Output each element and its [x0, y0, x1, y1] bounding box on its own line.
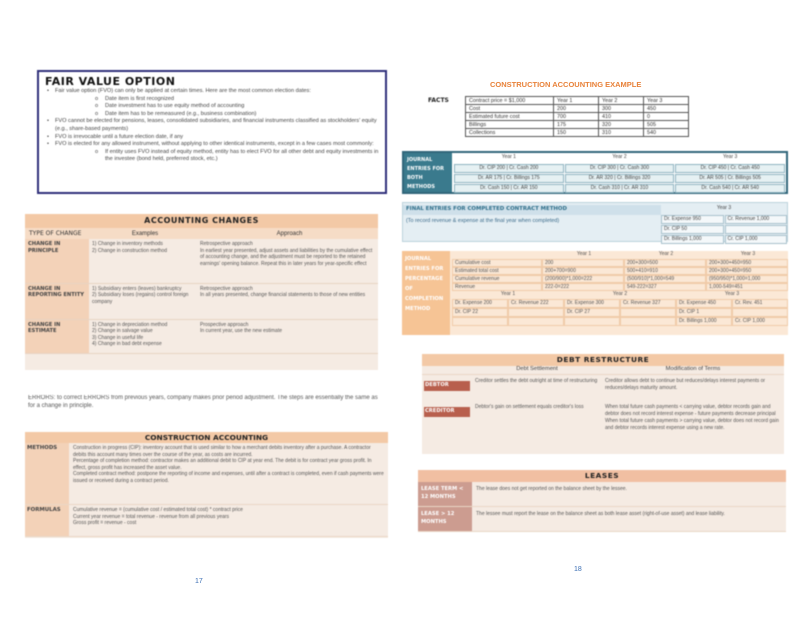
table-row: [452, 259, 788, 267]
cell: 222-0=222: [542, 283, 624, 291]
year-header: Year 2: [612, 291, 628, 297]
je-grid: [454, 154, 785, 191]
cell: (950/950)*1,000=1,000: [706, 275, 788, 283]
cell: [508, 317, 564, 326]
je-cell: Dr. Cash 540 | Cr. AR 540: [675, 184, 785, 193]
change-examples: 1) Change in depreciation method 2) Change in salvage value 3) Change in useful life 4) Change in bad debt expense: [89, 319, 197, 353]
fe-cell: Cr. Revenue 1,000: [725, 215, 788, 224]
cell: Estimated total cost: [452, 267, 542, 275]
list-item: o Date item is first recognized: [45, 96, 379, 104]
cell: 175: [554, 121, 599, 129]
journal-entries-section: [402, 151, 788, 194]
change-type: CHANGE IN PRINCIPLE: [25, 239, 89, 283]
cell: (500/910)*1,000=549: [624, 275, 706, 283]
fair-value-section: [37, 70, 387, 194]
table-row: [452, 299, 788, 308]
row-label: FORMULAS: [25, 505, 69, 536]
fair-value-title: FAIR VALUE OPTION: [45, 75, 176, 88]
cell: [620, 317, 676, 326]
table-row: [25, 505, 388, 537]
table-row: [422, 401, 784, 453]
year-header: Year 1: [576, 251, 592, 257]
change-approach: Retrospective approach In earliest year presented, adjust assets and liabilities by the cumulative effect of accounting change, and the adjustment must be reported to the retained earnings' opening balance. Repeat this in later years for year-specific effect: [197, 239, 378, 283]
table-row: [418, 507, 786, 532]
year-header: Year 3: [716, 205, 732, 211]
cell: 410: [599, 113, 644, 121]
table-row: [466, 129, 689, 137]
year-header: Year 1: [501, 154, 516, 160]
cell: Cr. Revenue 327: [620, 299, 676, 308]
row-label: DEBTOR: [424, 381, 470, 391]
accounting-changes-title: ACCOUNTING CHANGES: [25, 214, 378, 228]
table-row: [25, 283, 378, 319]
facts-label: FACTS: [428, 97, 449, 104]
je-cell: Dr. Cash 150 | Cr. AR 150: [454, 184, 564, 193]
column-header: Debt Settlement: [516, 366, 558, 372]
column-header: TYPE OF CHANGE: [25, 228, 89, 239]
change-examples: 1) Subsidiary enters (leaves) bankruptcy 2) Subsidiary loses (regains) control foreign company: [89, 283, 197, 319]
je-cell: Dr. AR 505 | Cr. Billings 505: [675, 174, 785, 183]
cell: Cr. CIP 1,000: [732, 317, 788, 326]
list-item: o Date item has to be remeasured (e.g., business combination): [45, 111, 379, 119]
cell: Revenue: [452, 283, 542, 291]
final-entries-section: [402, 202, 788, 242]
pc-label: JOURNAL ENTRIES FOR PERCENTAGE OF COMPLETION METHOD: [402, 251, 450, 335]
final-entries-subtitle: (To record revenue & expense at the final year when completed): [406, 218, 560, 224]
cell: Year 2: [599, 97, 644, 105]
table-row: [466, 113, 689, 121]
debt-headers: [422, 366, 784, 375]
fe-cell: Cr. CIP 1,000: [725, 235, 788, 244]
change-approach: Retrospective approach In all years presented, change financial statements to those of new entities: [197, 283, 378, 319]
row-text: Construction in progress (CIP): inventory account that is used similar to how a merchant debits inventory after a purchase. A contractor debits this account many times over the course of the year, as costs are incurred. Percentage of completion method: contractor makes an additional debit to CIP at year end. The debit is for contract year gross profit. In effect, gross profit has increased the asset value. Completed contract method: postpone the reporting of income and expenses, until after a contract is completed, even if cash payments were issued or received during a contract period.: [73, 445, 384, 484]
table-row: [25, 443, 388, 505]
cell: Cumulative revenue: [452, 275, 542, 283]
table-row: [452, 317, 788, 326]
construction-accounting-title: CONSTRUCTION ACCOUNTING: [25, 432, 388, 443]
je-cell: Dr. AR 175 | Cr. Billings 175: [454, 174, 564, 183]
cell: Dr. CIP 1: [676, 308, 732, 317]
row-text: Creditor allows debt to continue but reduces/delays interest payments or reduces/delays maturity amount.: [605, 378, 766, 391]
cell: 1,000-549=451: [706, 283, 788, 291]
table-row: [466, 121, 689, 129]
row-text: Creditor settles the debt outright at time of restructuring: [475, 378, 598, 384]
cell: [508, 308, 564, 317]
row-label: LEASE > 12 MONTHS: [418, 507, 472, 531]
je-label: JOURNAL ENTRIES FOR BOTH METHODS: [404, 153, 452, 192]
list-item: o Date investment has to use equity method of accounting: [45, 103, 379, 111]
row-label: METHODS: [25, 443, 69, 504]
table-row: [25, 239, 378, 283]
cell: Dr. CIP 22: [452, 308, 508, 317]
cell: Dr. Expense 450: [676, 299, 732, 308]
cell: Cumulative cost: [452, 259, 542, 267]
cell: Dr. Expense 200: [452, 299, 508, 308]
je-cell: Dr. CIP 200 | Cr. Cash 200: [454, 164, 564, 173]
cell: Cost: [466, 105, 554, 113]
cell: 200+700=900: [542, 267, 624, 275]
cell: 150: [554, 129, 599, 137]
table-row: [452, 291, 788, 299]
cell: 0: [644, 113, 689, 121]
cell: [452, 317, 508, 326]
table-row: [452, 283, 788, 291]
cell: Year 1: [554, 97, 599, 105]
percentage-completion-section: [402, 251, 788, 335]
table-row: [452, 275, 788, 283]
je-cell: Dr. AR 320 | Cr. Billings 320: [565, 174, 675, 183]
row-text: The lessee must report the lease on the balance sheet as both lease asset (right-of-use asset) and lease liability.: [476, 511, 725, 517]
final-entries-grid: [661, 205, 787, 244]
cell: 549-222=327: [624, 283, 706, 291]
cell: Dr. CIP 27: [564, 308, 620, 317]
cell: Estimated future cost: [466, 113, 554, 121]
fe-cell: Dr. Expense 950: [661, 215, 724, 224]
year-header: Year 3: [723, 154, 738, 160]
table-row: [25, 319, 378, 353]
je-cell: Dr. CIP 300 | Cr. Cash 300: [565, 164, 675, 173]
row-text: Debtor's gain on settlement equals creditor's loss: [475, 404, 584, 410]
year-header: Year 1: [500, 291, 516, 297]
debt-restructure-title: DEBT RESTRUCTURE: [422, 354, 784, 366]
year-header: Year 2: [658, 251, 674, 257]
cell: 200: [542, 259, 624, 267]
row-label: LEASE TERM < 12 MONTHS: [418, 482, 472, 506]
cell: 200+300+450=950: [706, 259, 788, 267]
list-item: o If entity uses FVO instead of equity method, entity has to elect FVO for all other debt and equity investments in the investee (bond held, preferred stock, etc.): [45, 149, 379, 164]
table-row: [418, 482, 786, 507]
cell: Cr. Revenue 222: [508, 299, 564, 308]
spacer: [422, 366, 472, 374]
cell: 200+300=500: [624, 259, 706, 267]
change-approach: Prospective approach In current year, use the new estimate: [197, 319, 378, 353]
change-type: CHANGE IN ESTIMATE: [25, 319, 89, 353]
cell: (200/900)*1,000=222: [542, 275, 624, 283]
list-item: • FVO cannot be elected for pensions, leases, consolidated subsidiaries, and financial instruments classified as stockholders' equity (e.g., share-based payments): [45, 118, 379, 133]
cell: 320: [599, 121, 644, 129]
cell: [732, 308, 788, 317]
table-row: [466, 105, 689, 113]
cell: [564, 317, 620, 326]
cell: Dr. Expense 300: [564, 299, 620, 308]
cell: 505: [644, 121, 689, 129]
je-cell: Dr. Cash 310 | Cr. AR 310: [565, 184, 675, 193]
year-header: Year 3: [740, 251, 756, 257]
row-label: CREDITOR: [424, 407, 470, 417]
cell: Dr. Billings 1,000: [676, 317, 732, 326]
fe-cell: Dr. CIP 50: [661, 225, 724, 234]
cell: Billings: [466, 121, 554, 129]
table-row: [452, 267, 788, 275]
page-number-right: 18: [574, 566, 582, 573]
list-item: • Fair value option (FVO) can only be applied at certain times. Here are the most common election dates:: [45, 88, 379, 96]
fe-cell: Dr. Billings 1,000: [661, 235, 724, 244]
column-header: Examples: [89, 228, 197, 239]
cell: 700: [554, 113, 599, 121]
row-text: Cumulative revenue = (cumulative cost / estimated total cost) * contract price Current year revenue = total revenue - revenue from all previous years Gross profit = revenue - cost: [73, 507, 243, 527]
cell: 300: [599, 105, 644, 113]
table-row: [422, 375, 784, 401]
year-header: Year 2: [612, 154, 627, 160]
list-item: • FVO is elected for any allowed instrument, without applying to other identical instruments, except in a few cases most commonly:: [45, 141, 379, 149]
cell: [452, 251, 542, 259]
row-text: The lease does not get reported on the balance sheet by the lessee.: [476, 486, 627, 492]
fair-value-list: [45, 88, 379, 164]
cell: 500+410=910: [624, 267, 706, 275]
cell: 200+300+450=950: [706, 267, 788, 275]
cell: [620, 308, 676, 317]
cell: 310: [599, 129, 644, 137]
errors-note: ERRORS: to correct ERRORS from previous years, company makes prior period adjustment. The steps are essentially the same as for a change in principle.: [28, 395, 378, 409]
cell: Collections: [466, 129, 554, 137]
table-row: [452, 251, 788, 259]
year-header: Year 3: [724, 291, 740, 297]
cell: Cr. Rev. 451: [732, 299, 788, 308]
fe-cell: [725, 225, 788, 234]
table-row: [452, 308, 788, 317]
column-header: Modification of Terms: [665, 366, 721, 372]
je-cell: Dr. CIP 450 | Cr. Cash 450: [675, 164, 785, 173]
cell: 450: [644, 105, 689, 113]
cell: Year 3: [644, 97, 689, 105]
row-text: When total future cash payments < carrying value, debtor records gain and debtor does not record interest expense - future payments decrease principal When total future cash payments > carrying value, debtor does not record gain and debtor records interest expense using a new rate.: [605, 404, 779, 431]
accounting-changes-table: [25, 228, 378, 354]
pc-grid: [452, 251, 788, 326]
cell: 200: [554, 105, 599, 113]
construction-accounting-section: [25, 432, 388, 538]
example-title: CONSTRUCTION ACCOUNTING EXAMPLE: [490, 80, 642, 89]
change-examples: 1) Change in inventory methods 2) Change in construction method: [89, 239, 197, 283]
leases-title: LEASES: [418, 470, 786, 482]
accounting-changes-section: [25, 214, 378, 370]
list-item: • FVO is irrevocable until a future election date, if any: [45, 134, 379, 142]
table-row: [466, 97, 689, 105]
change-type: CHANGE IN REPORTING ENTITY: [25, 283, 89, 319]
cell: Contract price = $1,000: [466, 97, 554, 105]
cell: 540: [644, 129, 689, 137]
column-header: Approach: [197, 228, 378, 239]
page-number-left: 17: [195, 578, 203, 585]
facts-table: [465, 96, 689, 137]
final-entries-label: FINAL ENTRIES FOR COMPLETED CONTRACT METHOD: [403, 205, 661, 215]
leases-section: [418, 470, 786, 532]
debt-restructure-section: [422, 354, 784, 454]
